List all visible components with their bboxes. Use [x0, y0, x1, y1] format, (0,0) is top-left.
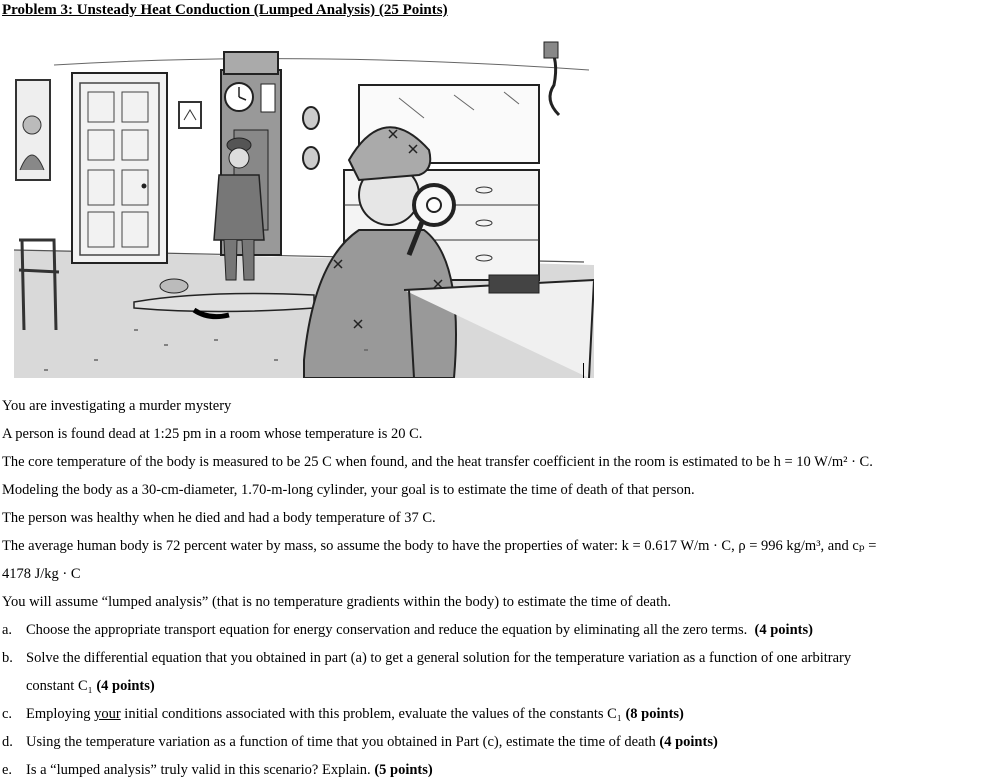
question-points: (4 points)	[96, 678, 155, 694]
problem-title: Problem 3: Unsteady Heat Conduction (Lumped Analysis) (25 Points)	[2, 2, 448, 18]
paragraph-properties: The average human body is 72 percent water by mass, so assume the body to have the properties of water: k = 0.617 W/m · C, ρ = 996 kg/m³, and cₚ =	[2, 538, 877, 554]
question-text: Solve the differential equation that you obtained in part (a) to get a general solution for the temperature variation as a function of one arbitrary	[26, 650, 852, 666]
question-label: b.	[2, 650, 13, 666]
question-e	[2, 761, 433, 779]
paragraph-found: A person is found dead at 1:25 pm in a room whose temperature is 20 C.	[2, 426, 423, 442]
question-b	[2, 649, 851, 667]
paragraph-core-temp: The core temperature of the body is measured to be 25 C when found, and the heat transfer coefficient in the room is estimated to be h = 10 W/m² · C.	[2, 454, 873, 470]
question-label: e.	[2, 762, 13, 778]
question-text: constant C₁	[26, 678, 93, 694]
question-points: (8 points)	[625, 706, 684, 722]
text-cursor	[583, 363, 584, 378]
detective-figure	[304, 127, 456, 378]
paragraph-cp-value: 4178 J/kg · C	[2, 566, 81, 582]
question-label: a.	[2, 622, 13, 638]
paragraph-lumped: You will assume “lumped analysis” (that is no temperature gradients within the body) to estimate the time of death.	[2, 594, 672, 610]
question-emphasis: your	[94, 706, 121, 722]
question-text: Using the temperature variation as a function of time that you obtained in Part (c), estimate the time of death	[26, 734, 656, 750]
question-text: Employing	[26, 706, 95, 722]
question-points: (4 points)	[754, 622, 813, 638]
question-label: c.	[2, 706, 13, 722]
question-text: Is a “lumped analysis” truly valid in this scenario? Explain.	[26, 762, 371, 778]
paragraph-intro: You are investigating a murder mystery	[2, 398, 232, 414]
wall-portrait-icon	[16, 80, 50, 180]
question-text: initial conditions associated with this problem, evaluate the values of the constants C₁	[120, 706, 622, 722]
question-text: Choose the appropriate transport equation for energy conservation and reduce the equation by eliminating all the zero terms.	[26, 622, 748, 638]
question-points: (4 points)	[659, 734, 718, 750]
door-icon	[72, 73, 167, 263]
question-label: d.	[2, 734, 13, 750]
question-points: (5 points)	[374, 762, 433, 778]
question-d	[2, 733, 718, 751]
question-b-continued	[26, 677, 155, 695]
paragraph-model: Modeling the body as a 30-cm-diameter, 1.70-m-long cylinder, your goal is to estimate the time of death of that person.	[2, 482, 695, 498]
paragraph-healthy: The person was healthy when he died and had a body temperature of 37 C.	[2, 510, 436, 526]
question-c	[2, 705, 684, 723]
crime-scene-illustration	[14, 40, 594, 378]
question-a	[2, 621, 813, 639]
